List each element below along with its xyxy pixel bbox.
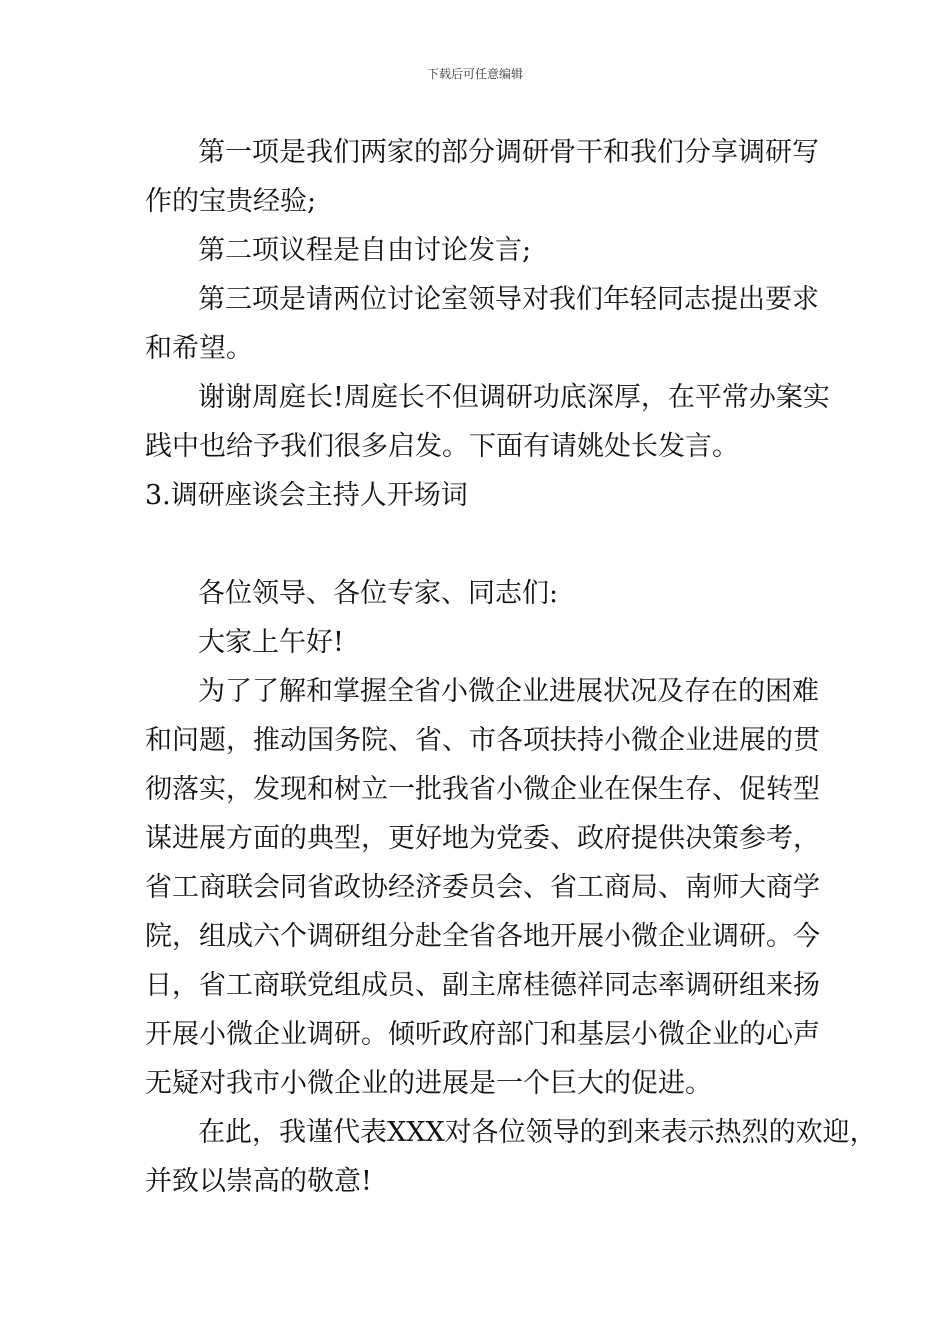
paragraph-line: 无疑对我市小微企业的进展是一个巨大的促进。 xyxy=(145,1068,712,1099)
paragraph-line: 彻落实，发现和树立一批我省小微企业在保生存、促转型 xyxy=(145,774,820,805)
paragraph-line: 作的宝贵经验; xyxy=(145,186,317,217)
paragraph-line: 第一项是我们两家的部分调研骨干和我们分享调研写 xyxy=(198,137,819,168)
paragraph-line: 并致以崇高的敬意! xyxy=(145,1166,372,1197)
paragraph-line: 在此，我谨代表XXX对各位领导的到来表示热烈的欢迎， xyxy=(198,1117,877,1148)
paragraph-line: 开展小微企业调研。倾听政府部门和基层小微企业的心声 xyxy=(145,1019,820,1050)
paragraph-line: 谢谢周庭长!周庭长不但调研功底深厚，在平常办案实 xyxy=(198,382,830,413)
paragraph-line: 省工商联会同省政协经济委员会、省工商局、南师大商学 xyxy=(145,872,820,903)
paragraph-line: 为了了解和掌握全省小微企业进展状况及存在的困难 xyxy=(198,676,819,707)
blank-line xyxy=(145,520,810,569)
paragraph-line: 日，省工商联党组成员、副主席桂德祥同志率调研组来扬 xyxy=(145,970,820,1001)
paragraph-line: 第二项议程是自由讨论发言; xyxy=(198,235,532,266)
paragraph-line: 和希望。 xyxy=(145,333,253,364)
page-header: 下载后可任意编辑 xyxy=(426,67,523,81)
paragraph-line: 第三项是请两位讨论室领导对我们年轻同志提出要求 xyxy=(198,284,819,315)
paragraph-line: 谋进展方面的典型，更好地为党委、政府提供决策参考， xyxy=(145,823,820,854)
greeting: 大家上午好! xyxy=(198,627,344,658)
salutation: 各位领导、各位专家、同志们: xyxy=(198,578,559,609)
paragraph-line: 践中也给予我们很多启发。下面有请姚处长发言。 xyxy=(145,431,739,462)
paragraph-line: 和问题，推动国务院、省、市各项扶持小微企业进展的贯 xyxy=(145,725,820,756)
section-heading: 3.调研座谈会主持人开场词 xyxy=(145,480,468,511)
paragraph-line: 院，组成六个调研组分赴全省各地开展小微企业调研。今 xyxy=(145,921,820,952)
document-body xyxy=(145,128,877,1206)
